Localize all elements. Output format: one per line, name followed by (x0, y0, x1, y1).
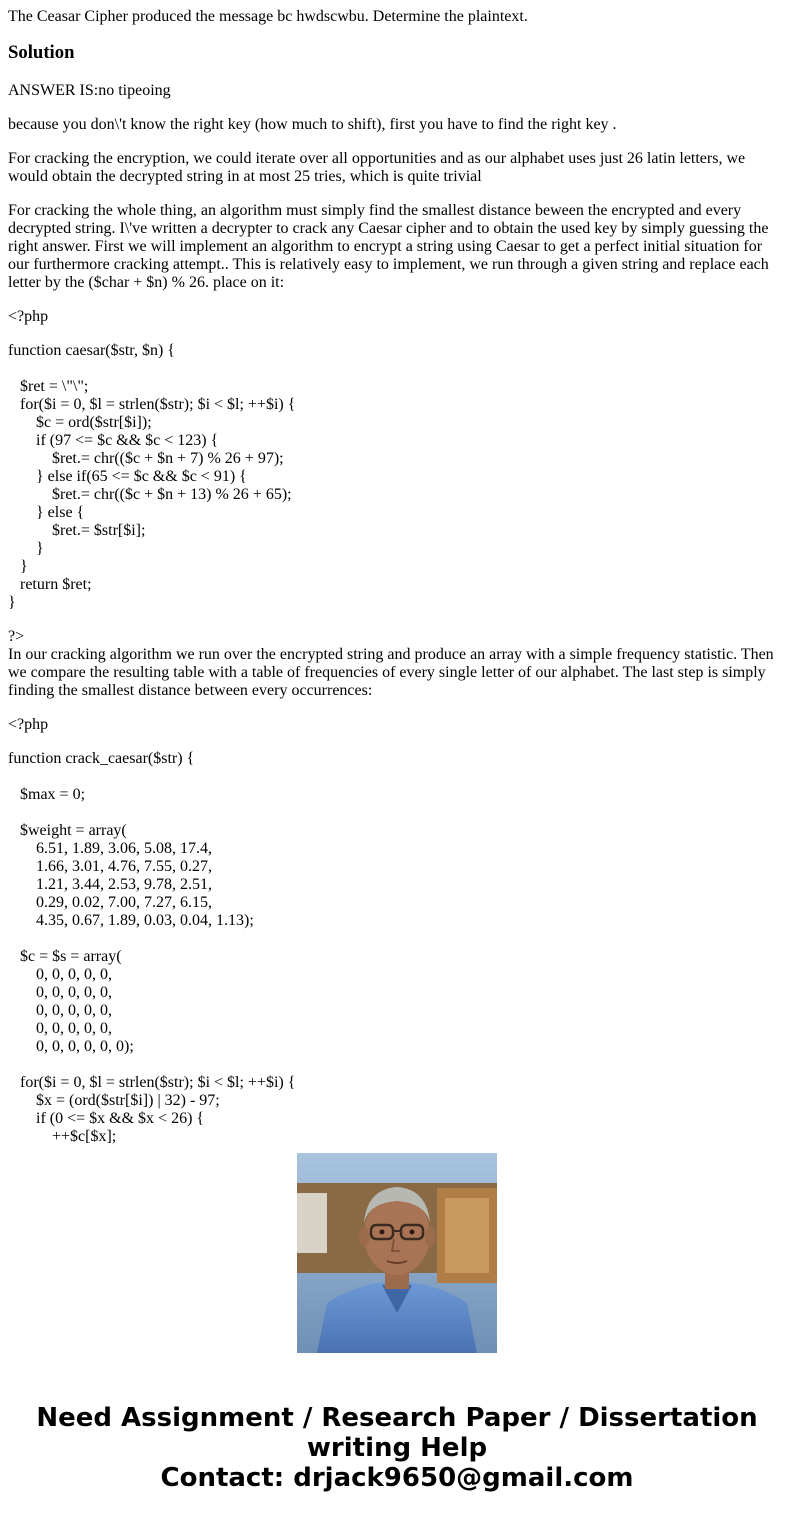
author-avatar (297, 1153, 497, 1353)
footer-contact: Contact: drjack9650@gmail.com (160, 1463, 634, 1493)
code-open-tag: <?php (8, 716, 49, 733)
footer-line: Need Assignment / Research Paper / Dissertation (36, 1403, 758, 1433)
footer-promo (0, 1403, 794, 1493)
author-photo-icon (297, 1153, 497, 1353)
explanation-paragraph: For cracking the whole thing, an algorithm must simply find the smallest distance beween the encrypted and every decrypted string. I\'ve written a decrypter to crack any Caesar cipher and to obtain the used key by simply guessing the right answer. First we will implement an algorithm to encrypt a string using Caesar to get a perfect initial situation for our furthermore cracking attempt.. This is relatively easy to implement, we run through a given string and replace each letter by the ($char + $n) % 26. place on it: (8, 202, 769, 291)
explanation-paragraph: because you don\'t know the right key (how much to shift), first you have to find the right key . (8, 116, 617, 133)
solution-heading: Solution (8, 42, 75, 63)
code-close-tag: ?> (8, 628, 25, 645)
code-block-caesar: function caesar($str, $n) { $ret = \"\"; for($i = 0, $l = strlen($str); $i < $l; ++$i) { $c = ord($str[$i]); if (97 <= $c && $c < 123) { $ret.= chr(($c + $n + 7) % 26 + 97); } else if(65 <= $c && $c < 91) { $ret.= chr(($c + $n + 13) % 26 + 65); } else { $ret.= $str[$i]; } } return $ret; } (8, 342, 296, 611)
explanation-paragraph: In our cracking algorithm we run over the encrypted string and produce an array with a simple frequency statistic. Then we compare the resulting table with a table of frequencies of every single letter of our alphabet. The last step is simply finding the smallest distance between every occurrences: (8, 646, 774, 699)
footer-line: writing Help (306, 1433, 488, 1463)
code-block-crack-caesar: function crack_caesar($str) { $max = 0; $weight = array( 6.51, 1.89, 3.06, 5.08, 17.4, 1.66, 3.01, 4.76, 7.55, 0.27, 1.21, 3.44, 2.53, 9.78, 2.51, 0.29, 0.02, 7.00, 7.27, 6.15, 4.35, 0.67, 1.89, 0.03, 0.04, 1.13); $c = $s = array( 0, 0, 0, 0, 0, 0, 0, 0, 0, 0, 0, 0, 0, 0, 0, 0, 0, 0, 0, 0, 0, 0, 0, 0, 0, 0); for($i = 0, $l = strlen($str); $i < $l; ++$i) { $x = (ord($str[$i]) | 32) - 97; if (0 <= $x && $x < 26) { ++$c[$x]; (8, 750, 296, 1145)
question-text: The Ceasar Cipher produced the message bc hwdscwbu. Determine the plaintext. (8, 8, 528, 25)
answer-text: ANSWER IS:no tipeoing (8, 82, 171, 99)
document-body (8, 8, 786, 1145)
explanation-paragraph: For cracking the encryption, we could iterate over all opportunities and as our alphabet uses just 26 latin letters, we would obtain the decrypted string in at most 25 tries, which is quite trivial (8, 150, 746, 185)
code-open-tag: <?php (8, 308, 49, 325)
